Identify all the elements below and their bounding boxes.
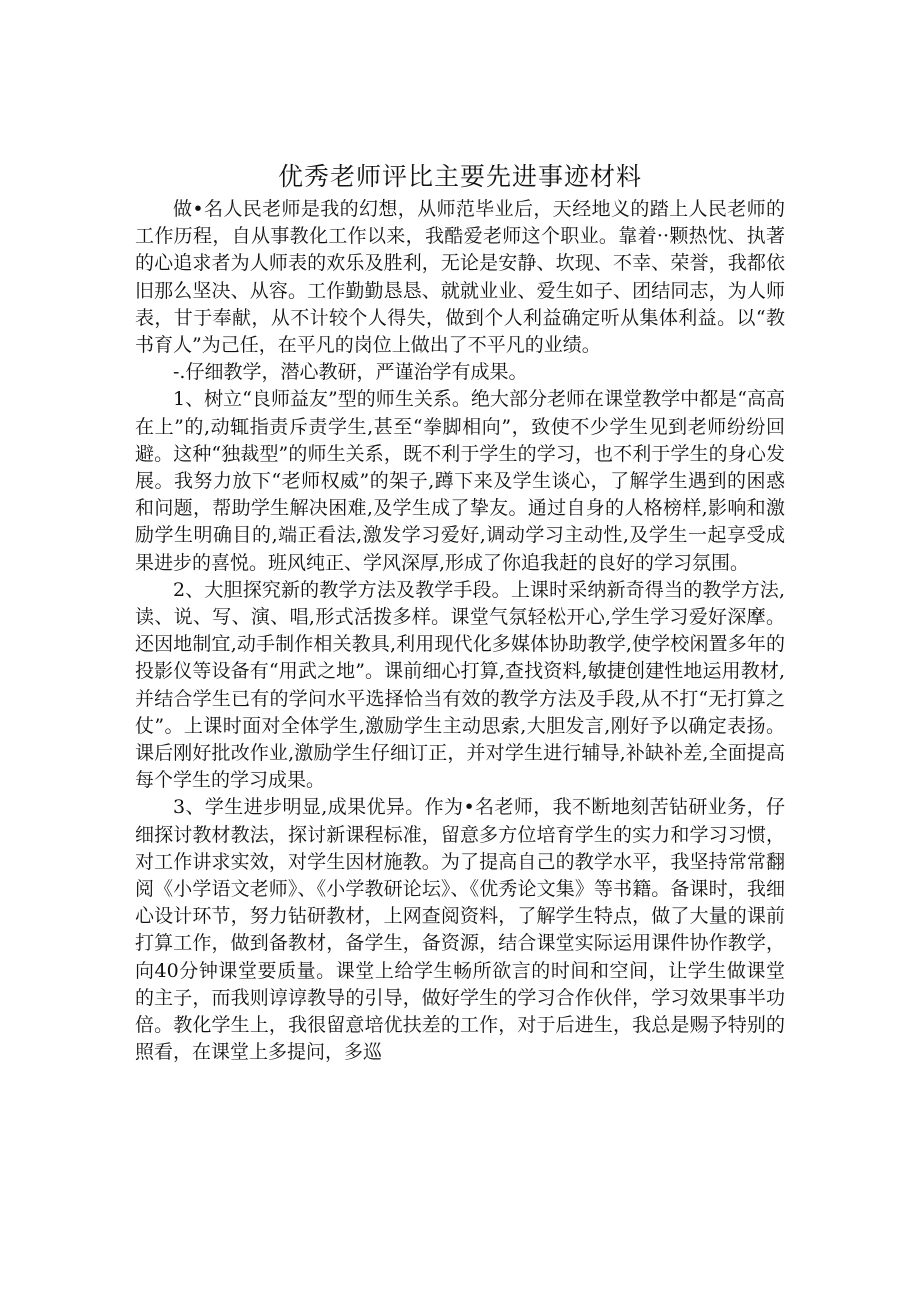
intro-paragraph: 做•名人民老师是我的幻想，从师范毕业后，天经地义的踏上人民老师的工作历程，自从事教化工作以来，我酷爱老师这个职业。靠着··颗热忱、执著的心追求者为人师表的欢乐及胜利，无论是安静、坎现、不幸、荣誉，我都依旧那么坚决、从容。工作勤勤恳恳、就就业业、爱生如子、团结同志，为人师表，甘于奉献，从不计较个人得失，做到个人利益确定听从集体利益。以“教书育人”为己任，在平凡的岗位上做出了不平凡的业绩。 <box>135 198 785 357</box>
section-heading: -.仔细教学，潜心教研，严谨治学有成果。 <box>173 361 528 384</box>
point-3-paragraph: 3、学生进步明显,成果优异。作为•名老师，我不断地刻苦钻研业务，仔细探讨教材教法，探讨新课程标准，留意多方位培育学生的实力和学习习惯，对工作讲求实效，对学生因材施教。为了提高自己的教学水平，我坚持常常翻阅《小学语文老师》、《小学教研论坛》、《优秀论文集》等书籍。备课时，我细心设计环节，努力钻研教材，上网查阅资料，了解学生特点，做了大量的课前打算工作，做到备教材，备学生，备资源，结合课堂实际运用课件协作教学，向40分钟课堂要质量。课堂上给学生畅所欲言的时间和空间，让学生做课堂的主子，而我则谆谆教导的引导，做好学生的学习合作伙伴，学习效果事半功倍。教化学生上，我很留意培优扶差的工作，对于后进生，我总是赐予特别的照看，在课堂上多提问，多巡 <box>135 796 785 1064</box>
point-1-paragraph: 1、树立“良师益友”型的师生关系。绝大部分老师在课堂教学中都是“高高在上”的,动辄指责斥责学生,甚至“拳脚相向”，致使不少学生见到老师纷纷回避。这种“独裁型”的师生关系，既不利于学生的学习，也不利于学生的身心发展。我努力放下“老师权威”的架子,蹲下来及学生谈心，了解学生遇到的困惑和问题，帮助学生解决困难,及学生成了挚友。通过自身的人格榜样,影响和激励学生明确目的,端正看法,激发学习爱好,调动学习主动性,及学生一起享受成果进步的喜悦。班风纯正、学风深厚,形成了你追我赶的良好的学习氛围。 <box>135 388 785 574</box>
point-2-paragraph: 2、大胆探究新的教学方法及教学手段。上课时采纳新奇得当的教学方法,读、说、写、演、唱,形式活拨多样。课堂气氛轻松开心,学生学习爱好深摩。还因地制宜,动手制作相关教具,利用现代化多媒体协助教学,使学校闲置多年的投影仪等设备有“用武之地”。课前细心打算,查找资料,敏捷创建性地运用教材,并结合学生已有的学问水平选择恰当有效的教学方法及手段,从不打“无打算之仗”。上课时面对全体学生,激励学生主动思索,大胆发言,刚好予以确定表扬。课后刚好批改作业,激励学生仔细订正，并对学生进行辅导,补缺补差,全面提高每个学生的学习成果。 <box>135 578 785 792</box>
document-body <box>135 196 785 1067</box>
document-title: 优秀老师评比主要先进事迹材料 <box>277 162 642 191</box>
